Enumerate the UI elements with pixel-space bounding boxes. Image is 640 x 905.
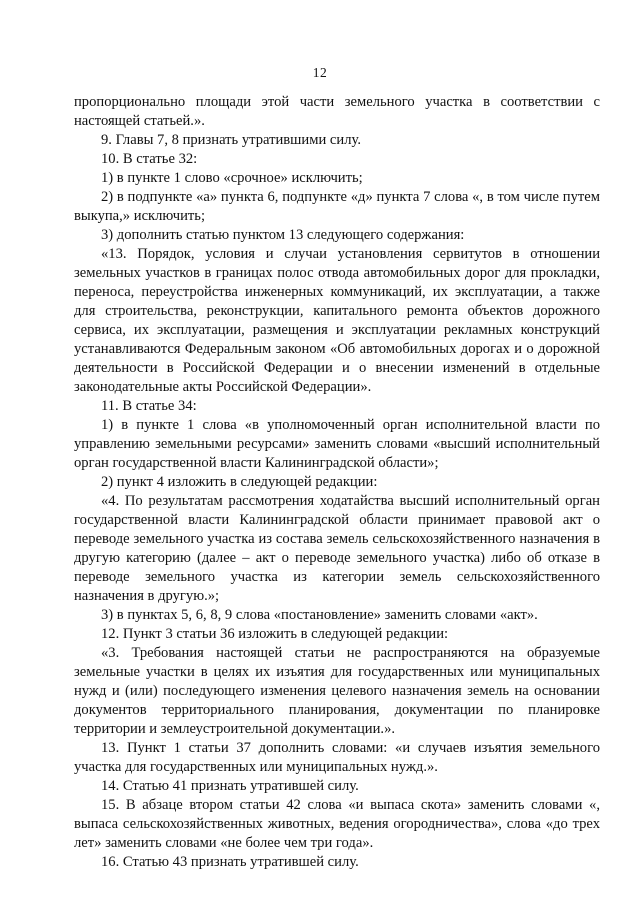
paragraph: «4. По результатам рассмотрения ходатайства высший исполнительный орган государственной власти Калининградской области принимает правовой акт о переводе земельного участка из состава земель сельскохозяйственного назначения в другую категорию (далее – акт о переводе земельного участка) либо об отказе в переводе земельного участка из категории земель сельскохозяйственного назначения в другую.»; bbox=[74, 493, 600, 604]
paragraph: 16. Статью 43 признать утратившей силу. bbox=[101, 854, 359, 870]
paragraph: «3. Требования настоящей статьи не распространяются на образуемые земельные участки в целях их изъятия для государственных или муниципальных нужд и (или) последующего изменения целевого назначения земель на основании документов территориального планирования, документации по планировке территории и землеустроительной документации.». bbox=[74, 645, 600, 737]
paragraph: 9. Главы 7, 8 признать утратившими силу. bbox=[101, 132, 361, 148]
paragraph: пропорционально площади этой части земельного участка в соответствии с настоящей статьей.». bbox=[74, 94, 600, 129]
paragraph: 3) в пунктах 5, 6, 8, 9 слова «постановление» заменить словами «акт». bbox=[101, 607, 538, 623]
paragraph: 1) в пункте 1 слова «в уполномоченный орган исполнительной власти по управлению земельными ресурсами» заменить словами «высший исполнительный орган государственной власти Калининградской области»; bbox=[74, 417, 600, 471]
paragraph: «13. Порядок, условия и случаи установления сервитутов в отношении земельных участков в границах полос отвода автомобильных дорог для прокладки, переноса, переустройства инженерных коммуникаций, их эксплуатации, а также для строительства, реконструкции, капитального ремонта объектов дорожного сервиса, их эксплуатации, размещения и эксплуатации рекламных конструкций устанавливаются Федеральным законом «Об автомобильных дорогах и о дорожной деятельности в Российской Федерации и о внесении изменений в отдельные законодательные акты Российской Федерации». bbox=[74, 246, 600, 395]
paragraph: 15. В абзаце втором статьи 42 слова «и выпаса скота» заменить словами «, выпаса сельскохозяйственных животных, ведения огородничества», слова «до трех лет» заменить словами «не более чем три года». bbox=[74, 797, 600, 851]
paragraph: 3) дополнить статью пунктом 13 следующего содержания: bbox=[101, 227, 465, 243]
document-body bbox=[74, 93, 600, 872]
paragraph: 10. В статье 32: bbox=[101, 151, 198, 167]
paragraph: 12. Пункт 3 статьи 36 изложить в следующей редакции: bbox=[101, 626, 449, 642]
paragraph: 14. Статью 41 признать утратившей силу. bbox=[101, 778, 359, 794]
paragraph: 1) в пункте 1 слово «срочное» исключить; bbox=[101, 170, 363, 186]
paragraph: 2) пункт 4 изложить в следующей редакции: bbox=[101, 474, 378, 490]
paragraph: 13. Пункт 1 статьи 37 дополнить словами: «и случаев изъятия земельного участка для государственных или муниципальных нужд.». bbox=[74, 740, 600, 775]
paragraph: 2) в подпункте «а» пункта 6, подпункте «д» пункта 7 слова «, в том числе путем выкупа,» исключить; bbox=[74, 189, 600, 224]
paragraph: 11. В статье 34: bbox=[101, 398, 197, 414]
page-number: 12 bbox=[312, 65, 328, 80]
